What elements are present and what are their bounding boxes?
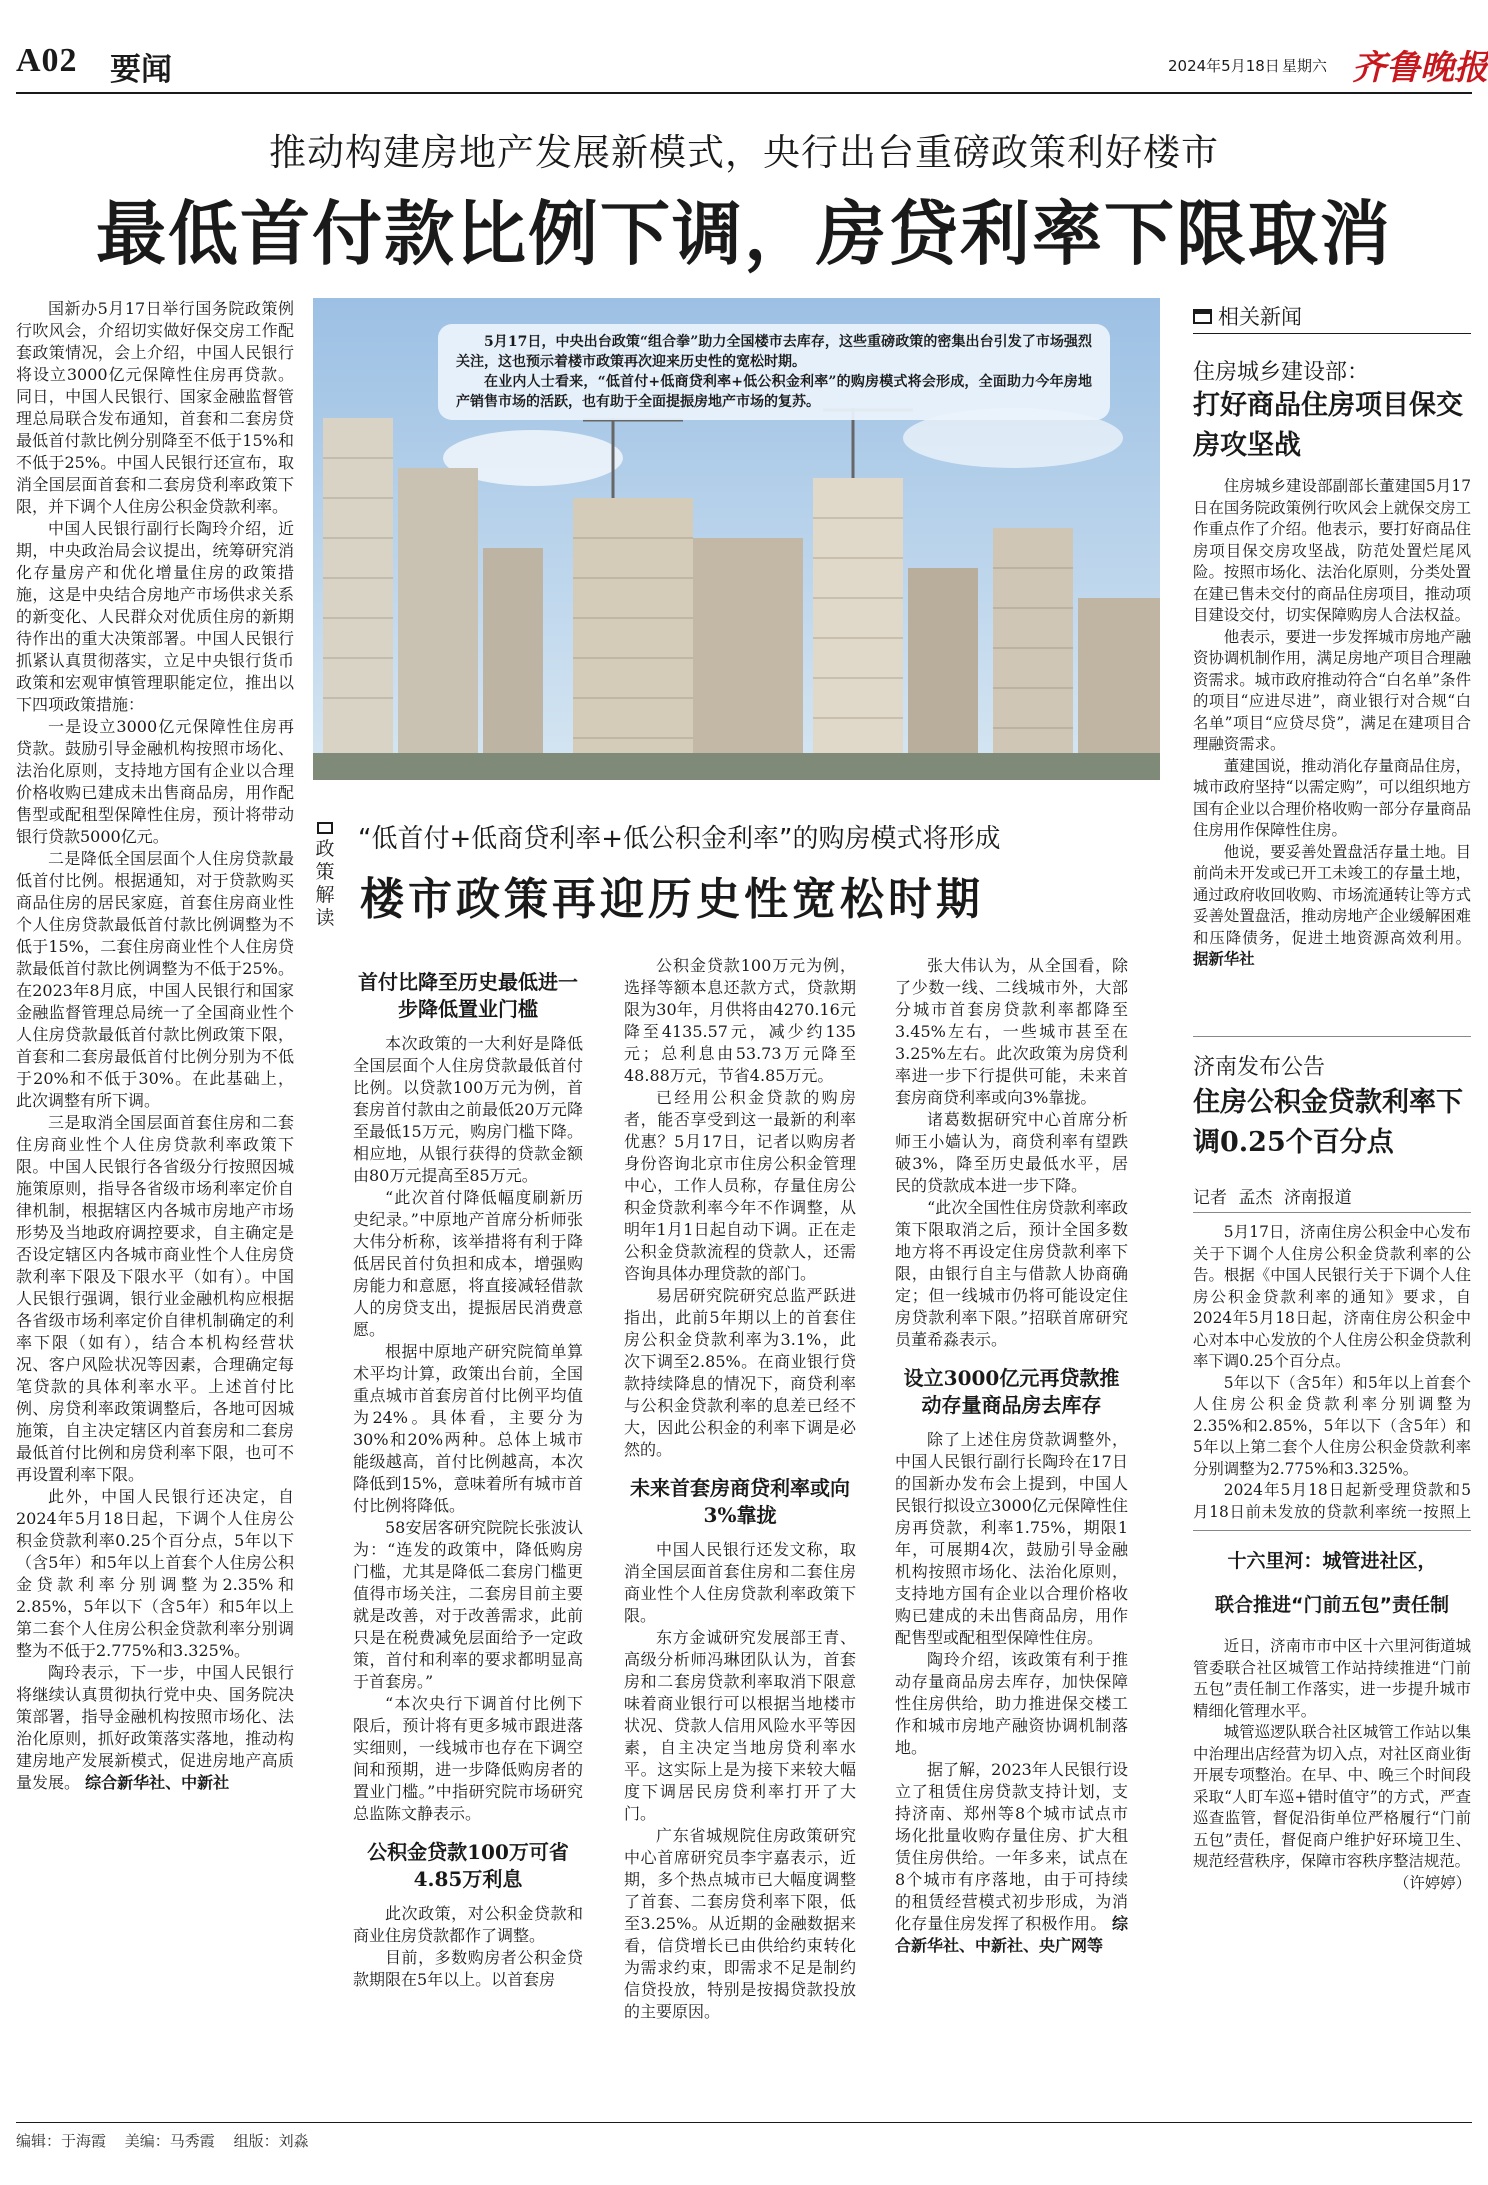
caption-paragraph: 5月17日，中央出台政策“组合拳”助力全国楼市去库存，这些重磅政策的密集出台引发了市场强烈关注，这也预示着楼市政策再次迎来历史性的宽松时期。 [456, 334, 1092, 370]
policy-headline: 楼市政策再迎历史性宽松时期 [360, 874, 984, 925]
article-paragraph: 张大伟认为，从全国看，除了少数一线、二线城市外，大部分城市首套房贷款利率都降至3.45%左右，一些城市甚至在3.25%左右。此次政策为房贷利率进一步下行提供可能，未来首套房商贷利率或向3%靠拢。 [895, 956, 1128, 1107]
main-headline: 最低首付款比例下调，房贷利率下限取消 [96, 192, 1392, 275]
sidebar-headline: 打好商品住房项目保交房攻坚战 [1193, 390, 1463, 461]
policy-crosshead: 公积金贷款100万可省4.85万利息 [367, 1840, 569, 1891]
caption-paragraph: 在业内人士看来，“低首付+低商贷利率+低公积金利率”的购房模式将会形成，全面助力今年房地产销售市场的活跃，也有助于全面提振房地产市场的复苏。 [456, 374, 1092, 410]
reporter-line: 记者 孟杰 济南报道 [1193, 1188, 1352, 1208]
policy-crosshead: 未来首套房商贷利率或向3%靠拢 [630, 1476, 850, 1527]
footer-rule [16, 2122, 1472, 2123]
article-paragraph: 广东省城规院住房政策研究中心首席研究员李宇嘉表示，近期，多个热点城市已大幅度调整了首套、二套房贷利率下限，低至3.25%。从近期的金融数据来看，信贷增长已由供给约束转化为需求约束，即需求不足是制约信贷投放，特别是按揭贷款投放的主要原因。 [624, 1826, 856, 2021]
sidebar-headline: 住房公积金贷款利率下调0.25个百分点 [1193, 1087, 1463, 1158]
article-paragraph: 根据中原地产研究院简单算术平均计算，政策出台前，全国重点城市首套房首付比例平均值为24%。具体看，主要分为30%和20%两种。总体上城市能级越高，首付比例越高，本次降低到15%，意味着所有城市首付比例将降低。 [353, 1342, 583, 1515]
issue-date: 2024年5月18日 [1168, 57, 1280, 75]
policy-column-2 [624, 955, 856, 2085]
newspaper-logo: 齐鲁晚报 [1352, 48, 1488, 88]
article-paragraph: 国新办5月17日举行国务院政策例行吹风会，介绍切实做好保交房工作配套政策情况，会上介绍，中国人民银行将设立3000亿元保障性住房再贷款。同日，中国人民银行、国家金融监督管理总局联合发布通知，首套和二套房贷最低首付款比例分别降至不低于15%和不低于25%。中国人民银行还宣布，取消全国层面首套和二套房贷利率政策下限，并下调个人住房公积金贷款利率。 [16, 299, 294, 516]
policy-crosshead: 设立3000亿元再贷款推动存量商品房去库存 [903, 1366, 1120, 1417]
designer-credit: 美编：马秀霞 [124, 2132, 215, 2150]
article-paragraph: 陶玲表示，下一步，中国人民银行将继续认真贯彻执行党中央、国务院决策部署，指导金融机构按照市场化、法治化原则，抓好政策落实落地，推动构建房地产发展新模式，促进房地产高质量发展。 综合新华社、中新社 [16, 1663, 294, 1792]
sidebar-headline: 十六里河：城管进社区， [1227, 1550, 1437, 1572]
article-paragraph: 本次政策的一大利好是降低全国层面个人住房贷款最低首付比例。以贷款100万元为例，首套房首付款由之前最低20万元降至最低15万元，购房门槛下降。相应地，从银行获得的贷款金额由80万元提高至85万元。 [353, 1034, 583, 1185]
article-paragraph: 一是设立3000亿元保障性住房再贷款。鼓励引导金融机构按照市场化、法治化原则，支持地方国有企业以合理价格收购已建成未出售商品房，用作配售型或配租型保障性住房，预计将带动银行贷款5000亿元。 [16, 717, 294, 846]
policy-crosshead: 首付比降至历史最低进一步降低置业门槛 [358, 970, 578, 1021]
article-paragraph: 2024年5月18日起新受理贷款和5月18日前未发放的贷款利率统一按照上 [1193, 1481, 1471, 1521]
article-paragraph: 据了解，2023年人民银行设立了租赁住房贷款支持计划，支持济南、郑州等8个城市试点市场化批量收购存量住房、扩大租赁住房供给。一年多来，试点在8个城市有序落地，由于可持续的租赁经营模式初步形成，为消化存量住房发挥了积极作用。 综合新华社、中新社、央广网等 [895, 1760, 1128, 1955]
article-paragraph: 近日，济南市市中区十六里河街道城管委联合社区城管工作站持续推进“门前五包”责任制工作落实，进一步提升城市精细化管理水平。 [1193, 1637, 1471, 1720]
sidebar-separator [1193, 1530, 1471, 1531]
article-paragraph: “本次央行下调首付比例下限后，预计将有更多城市跟进落实细则，一线城市也存在下调空间和预期，进一步降低购房者的置业门槛。”中指研究院市场研究总监陈文静表示。 [353, 1694, 583, 1823]
article-paragraph: 5月17日，济南住房公积金中心发布关于下调个人住房公积金贷款利率的公告。根据《中国人民银行关于下调个人住房公积金贷款利率的通知》要求，自2024年5月18日起，济南住房公积金中心对本中心发放的个人住房公积金贷款利率下调0.25个百分点。 [1193, 1223, 1471, 1370]
article-paragraph: 易居研究院研究总监严跃进指出，此前5年期以上的首套住房公积金贷款利率为3.1%，此次下调至2.85%。在商业银行贷款持续降息的情况下，商贷利率与公积金贷款利率的息差已经不大，因此公积金的利率下调是必然的。 [624, 1286, 856, 1459]
main-article-column [16, 298, 294, 2080]
article-paragraph: 中国人民银行还发文称，取消全国层面首套住房和二套住房商业性个人住房贷款利率政策下限。 [624, 1540, 856, 1625]
sidebar-separator [1193, 1036, 1471, 1037]
article-paragraph: “此次首付降低幅度刷新历史纪录。”中原地产首席分析师张大伟分析称，该举措将有利于降低居民首付负担和成本，增强购房能力和意愿，将直接减轻借款人的房贷支出，提振居民消费意愿。 [353, 1188, 583, 1339]
article-source: 据新华社 [1193, 950, 1255, 968]
article-paragraph: 目前，多数购房者公积金贷款期限在5年以上。以首套房 [353, 1948, 583, 1989]
sidebar-story-text [1193, 1636, 1471, 2076]
article-paragraph: 他说，要妥善处置盘活存量土地。目前尚未开发或已开工未竣工的存量土地，通过政府收回收购、市场流通转让等方式妥善处置盘活，推动房地产企业缓解困难和压降债务，促进土地资源高效利用。 据新华社 [1193, 842, 1471, 968]
article-paragraph: 中国人民银行副行长陶玲介绍，近期，中央政治局会议提出，统筹研究消化存量房产和优化增量住房的政策措施，这是中央结合房地产市场供求关系的新变化、人民群众对优质住房的新期待作出的重大决策部署。中国人民银行抓紧认真贯彻落实，立足中央银行货币政策和宏观审慎管理职能定位，推出以下四项政策措施： [16, 519, 294, 714]
article-source: 综合新华社、中新社、央广网等 [895, 1914, 1128, 1955]
article-paragraph: 陶玲介绍，该政策有利于推动存量商品房去库存，加快保障性住房供给，助力推进保交楼工作和城市房地产融资协调机制落地。 [895, 1650, 1128, 1757]
article-paragraph: 此次政策，对公积金贷款和商业住房贷款都作了调整。 [353, 1904, 583, 1945]
article-paragraph: 此外，中国人民银行还决定，自2024年5月18日起，下调个人住房公积金贷款利率0.25个百分点，5年以下（含5年）和5年以上首套个人住房公积金贷款利率分别调整为2.35%和2.85%，5年以下（含5年）和5年以上第二套个人住房公积金贷款利率分别调整为不低于2.775%和3.325%。 [16, 1487, 294, 1660]
article-paragraph: 公积金贷款100万元为例，选择等额本息还款方式，贷款期限为30年，月供将由4270.16元降至4135.57元，减少约135元；总利息由53.73万元降至48.88万元，节省4.85万元。 [624, 956, 856, 1085]
main-subhead: 推动构建房地产发展新模式，央行出台重磅政策利好楼市 [269, 131, 1219, 174]
photo-caption [438, 324, 1110, 420]
article-paragraph: 诸葛数据研究中心首席分析师王小嫱认为，商贷利率有望跌破3%，降至历史最低水平，居民的贷款成本进一步下降。 [895, 1110, 1128, 1195]
article-paragraph: 三是取消全国层面首套住房和二套住房商业性个人住房贷款利率政策下限。中国人民银行各省级分行按照因城施策原则，指导各省级市场利率定价自律机制，根据辖区内各城市房地产市场形势及当地政府调控要求，自主确定是否设定辖区内各城市商业性个人住房贷款利率下限及下限水平（如有）。中国人民银行强调，银行业金融机构应根据各省级市场利率定价自律机制确定的利率下限（如有），结合本机构经营状况、客户风险状况等因素，合理确定每笔贷款的具体利率水平。上述首付比例、房贷利率政策调整后，各地可因城施策，自主决定辖区内首套房和二套房最低首付比例和房贷利率下限，也可不再设置利率下限。 [16, 1113, 294, 1484]
policy-subhead: “低首付+低商贷利率+低公积金利率”的购房模式将形成 [358, 824, 1001, 854]
article-paragraph: 58安居客研究院院长张波认为：“连发的政策中，降低购房门槛，尤其是降低二套房门槛更值得市场关注，二套房目前主要就是改善，对于改善需求，此前只是在税费减免层面给予一定政策，首付和利率的要求都明显高于首套房。” [353, 1518, 583, 1691]
article-author: （许婷婷） [1394, 1873, 1471, 1892]
article-paragraph: 除了上述住房贷款调整外，中国人民银行副行长陶玲在17日的国新办发布会上提到，中国人民银行拟设立3000亿元保障性住房再贷款，利率1.75%，期限1年，可展期4次，鼓励引导金融机构按照市场化、法治化原则，支持地方国有企业以合理价格收购已建成的未出售商品房，用作配售型或配租型保障性住房。 [895, 1430, 1128, 1647]
sidebar-headline: 联合推进“门前五包”责任制 [1215, 1594, 1449, 1616]
editor-credit: 编辑：于海霞 [16, 2132, 107, 2150]
section-title: 要闻 [110, 52, 172, 88]
policy-column-3 [895, 955, 1128, 2085]
article-paragraph: “此次全国性住房贷款利率政策下限取消之后，预计全国多数地方将不再设定住房贷款利率下限，由银行自主与借款人协商确定；但一线城市仍将可能设定住房贷款利率下限。”招联首席研究员董希淼表示。 [895, 1198, 1128, 1349]
article-paragraph: 董建国说，推动消化存量商品住房，城市政府坚持“以需定购”，可以组织地方国有企业以合理价格收购一部分存量商品住房用作保障性住房。 [1193, 756, 1471, 839]
sidebar-kicker: 住房城乡建设部： [1193, 360, 1370, 385]
footer-credits [16, 2130, 323, 2151]
header-rule [16, 92, 1472, 94]
related-news-label: 相关新闻 [1193, 301, 1302, 331]
article-paragraph: 他表示，要进一步发挥城市房地产融资协调机制作用，满足房地产项目合理融资需求。城市政府推动符合“白名单”条件的项目“应进尽进”，商业银行对合规“白名单”项目“应贷尽贷”，满足在建项目合理融资需求。 [1193, 627, 1471, 753]
page-number: A02 [16, 42, 78, 79]
article-paragraph: 已经用公积金贷款的购房者，能否享受到这一最新的利率优惠？5月17日，记者以购房者身份咨询北京市住房公积金管理中心，工作人员称，存量住房公积金贷款利率今年不作调整，从明年1月1日起自动下调。正在走公积金贷款流程的贷款人，还需咨询具体办理贷款的部门。 [624, 1088, 856, 1283]
sidebar-story-text [1193, 1222, 1471, 1522]
section-box-icon [317, 822, 333, 834]
policy-column-1 [353, 955, 583, 2085]
section-box-icon [1193, 309, 1212, 324]
sidebar-rule [1193, 333, 1471, 334]
article-paragraph: 二是降低全国层面个人住房贷款最低首付比例。根据通知，对于贷款购买商品住房的居民家庭，首套住房商业性个人住房贷款最低首付款比例调整为不低于15%，二套住房商业性个人住房贷款最低首付款比例调整为不低于25%。在2023年8月底，中国人民银行和国家金融监督管理总局统一了全国商业性个人住房贷款最低首付款比例政策下限，首套和二套房最低首付比例分别为不低于20%和不低于30%。在此基础上，此次调整有所下调。 [16, 849, 294, 1110]
policy-interpretation-label: 政策解读 [311, 822, 339, 930]
cityscape-photo [313, 298, 1160, 780]
article-paragraph: 城管巡逻队联合社区城管工作站以集中治理出店经营为切入点，对社区商业街开展专项整治。在早、中、晚三个时间段采取“人盯车巡+错时值守”的方式，严查巡查监管，督促沿街单位严格履行“门前五包”责任，督促商户维护好环境卫生、规范经营秩序，保障市容秩序整洁规范。 [1193, 1723, 1471, 1870]
sidebar-kicker: 济南发布公告 [1193, 1055, 1326, 1080]
issue-weekday: 星期六 [1282, 57, 1328, 75]
sidebar-separator [1193, 1212, 1471, 1213]
article-paragraph: 东方金诚研究发展部王青、高级分析师冯琳团队认为，首套房和二套房贷款利率取消下限意味着商业银行可以根据当地楼市状况、贷款人信用风险水平等因素，自主决定当地房贷利率水平。这实际上是为接下来较大幅度下调居民房贷利率打开了大门。 [624, 1628, 856, 1823]
article-source: 综合新华社、中新社 [85, 1773, 230, 1792]
proofreader-credit: 组版：刘淼 [233, 2132, 309, 2150]
sidebar-story-text [1193, 476, 1471, 1031]
article-paragraph: 住房城乡建设部副部长董建国5月17日在国务院政策例行吹风会上就保交房工作重点作了介绍。他表示，要打好商品住房项目保交房攻坚战，防范处置烂尾风险。按照市场化、法治化原则，分类处置在建已售未交付的商品住房项目，推动项目建设交付，切实保障购房人合法权益。 [1193, 477, 1471, 624]
article-paragraph: 5年以下（含5年）和5年以上首套个人住房公积金贷款利率分别调整为2.35%和2.85%，5年以下（含5年）和5年以上第二套个人住房公积金贷款利率分别调整为2.775%和3.325%。 [1193, 1373, 1471, 1478]
